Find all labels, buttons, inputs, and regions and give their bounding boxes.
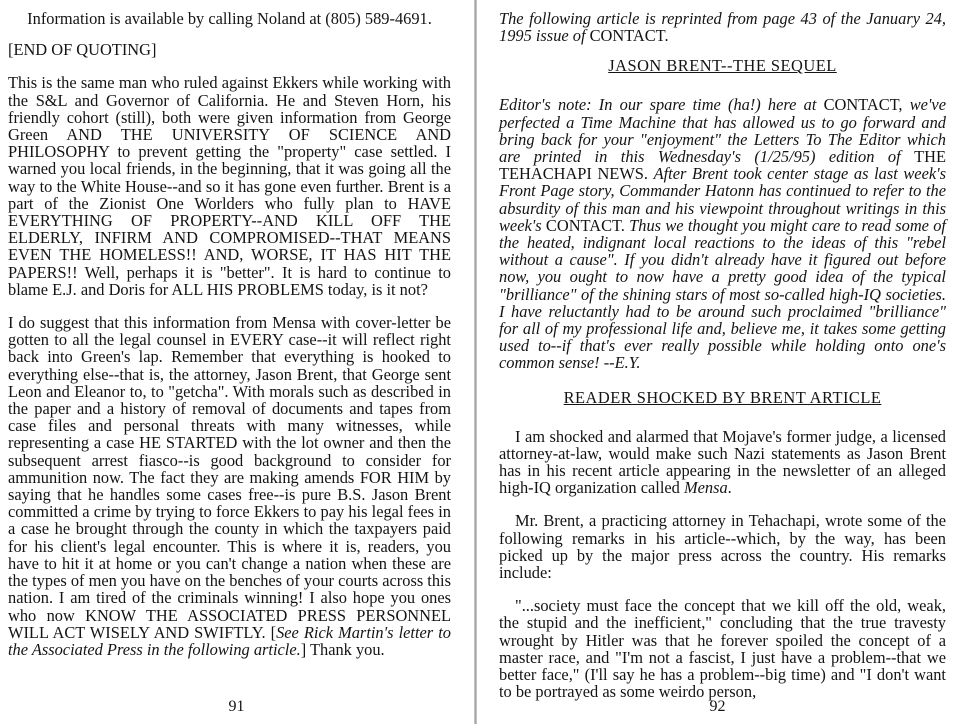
right-quote-paragraph: "...society must face the concept that we kill off the old, weak, the stupid and the inefficient," concluding that the true travesty wrought by Hitler was that he forever spoiled the concept of a master race, and "I'm not a fascist, I just have a problem--that we better face," (I'll say he has a problem--big time) and "I don't want to be portrayed as some weirdo person,	[499, 596, 946, 702]
editor-note-part-4: THE TEHACHAPI NEWS.	[499, 147, 946, 184]
end-of-quoting-marker: [END OF QUOTING]	[8, 40, 157, 60]
left-paragraph-2-text: I do suggest that this information from Mensa with cover-letter be gotten to all the legal counsel in EVERY case--it will reflect right back into Green's lap. Remember that everything is hooked to everything else--that is, the attorney, Jason Brent, that George sent Leon and Eleanor to, to "getcha". With morals such as described in the paper and a history of removal of documents and tapes from case files and personal threats with many witnesses, while representing a case HE STARTED with the lot owner and then the subsequent arrest fiasco--is good background to consider for ammunition now. The fact they are making amends FOR HIM by saying that he handles some cases free--is pure B.S. Jason Brent committed a crime by trying to force Ekkers to pay his legal fees in a case he brought through the county in which the taxpayers paid for his client's legal encounter. This is where it is, readers, you have to hit it at home or you can't change a nation when these are the types of men you have on the benches of your courts across this nation. I am tired of the criminals winning! I also hope you ones who now KNOW THE ASSOCIATED PRESS PERSONNEL WILL ACT WISELY AND SWIFTLY. [	[8, 313, 451, 642]
editor-note-part-5: After Brent took center stage as last week's Front Page story, Commander Hatonn has continued to refer to the absurdity of this man and his viewpoint throughout writings in this week's	[499, 164, 947, 235]
book-gutter-divider	[474, 0, 477, 724]
right-paragraph-1-tail: .	[727, 478, 732, 498]
article-heading-reader-shocked: READER SHOCKED BY BRENT ARTICLE	[563, 387, 882, 407]
contact-info-line: Information is available by calling Noland at (805) 589-4691.	[27, 9, 432, 28]
page-number-right: 92	[709, 698, 726, 715]
editor-note	[499, 96, 946, 371]
article-heading-sequel: JASON BRENT--THE SEQUEL	[608, 56, 837, 76]
editor-note-part-6: CONTACT.	[545, 215, 630, 235]
editor-note-part-7: Thus we thought you might care to read some of the heated, indignant local reactions to the ideas of this "rebel without a cause". If you didn't already have it figured out before now, you ought to now have a pretty good idea of the typical "brilliance" of the shining stars of most so-called high-IQ societies. I have reluctantly had to be around such proclaimed "brilliance" for all of my professional life and, believe me, it takes some getting used to--if that's ever really possible while holding onto one's common sense! --E.Y.	[499, 215, 946, 373]
right-paragraph-1-italic: Mensa	[683, 478, 728, 498]
page-number-left: 91	[228, 698, 245, 715]
right-page	[479, 0, 956, 724]
left-paragraph-2-italic-reference: See Rick Martin's letter to the Associated Press in the following article.	[8, 622, 451, 659]
right-paragraph-1	[499, 428, 946, 497]
right-paragraph-2: Mr. Brent, a practicing attorney in Tehachapi, wrote some of the following remarks in his article--which, by the way, has been picked up by the major press across the country. His remarks include:	[499, 511, 946, 583]
left-paragraph-2-closing: ] Thank you.	[300, 639, 385, 659]
editor-note-part-2: CONTACT,	[823, 95, 910, 115]
right-paragraph-1-text: I am shocked and alarmed that Mojave's former judge, a licensed attorney-at-law, would make such Nazi statements as Jason Brent has in his recent article appearing in the newsletter of an alleged high-IQ organization called	[499, 426, 946, 498]
left-paragraph-2	[8, 314, 451, 658]
reprint-note-source: CONTACT.	[589, 26, 669, 46]
reprint-note-italic: The following article is reprinted from page 43 of the January 24, 1995 issue of	[499, 9, 946, 46]
left-page	[0, 0, 473, 724]
editor-note-part-1: Editor's note: In our spare time (ha!) here at	[499, 95, 824, 115]
editor-note-part-3: we've perfected a Time Machine that has allowed us to go forward and bring back for your "enjoyment" the Letters To The Editor which are printed in this Wednesday's (1/25/95) edition of	[499, 95, 946, 167]
reprint-note	[499, 10, 946, 44]
left-paragraph-1: This is the same man who ruled against Ekkers while working with the S&L and Governor of California. He and Steven Horn, his friendly cohort (still), both were given information from George Green AND THE UNIVERSITY OF SCIENCE AND PHILOSOPHY to prevent getting the "property" case settled. I warned you local friends, in the beginning, that it was going all the way to the White House--and so it has gone even further. Brent is a part of the Zionist One Worlders who fully plan to HAVE EVERYTHING OF PROPERTY--AND KILL OFF THE ELDERLY, INFIRM AND COMPROMISED--THAT MEANS EVEN THE HOMELESS!! AND, WORSE, IT HAS HIT THE PAPERS!! Well, perhaps it is "better". It is hard to continue to blame E.J. and Doris for ALL HIS PROBLEMS today, is it not?	[8, 73, 451, 299]
